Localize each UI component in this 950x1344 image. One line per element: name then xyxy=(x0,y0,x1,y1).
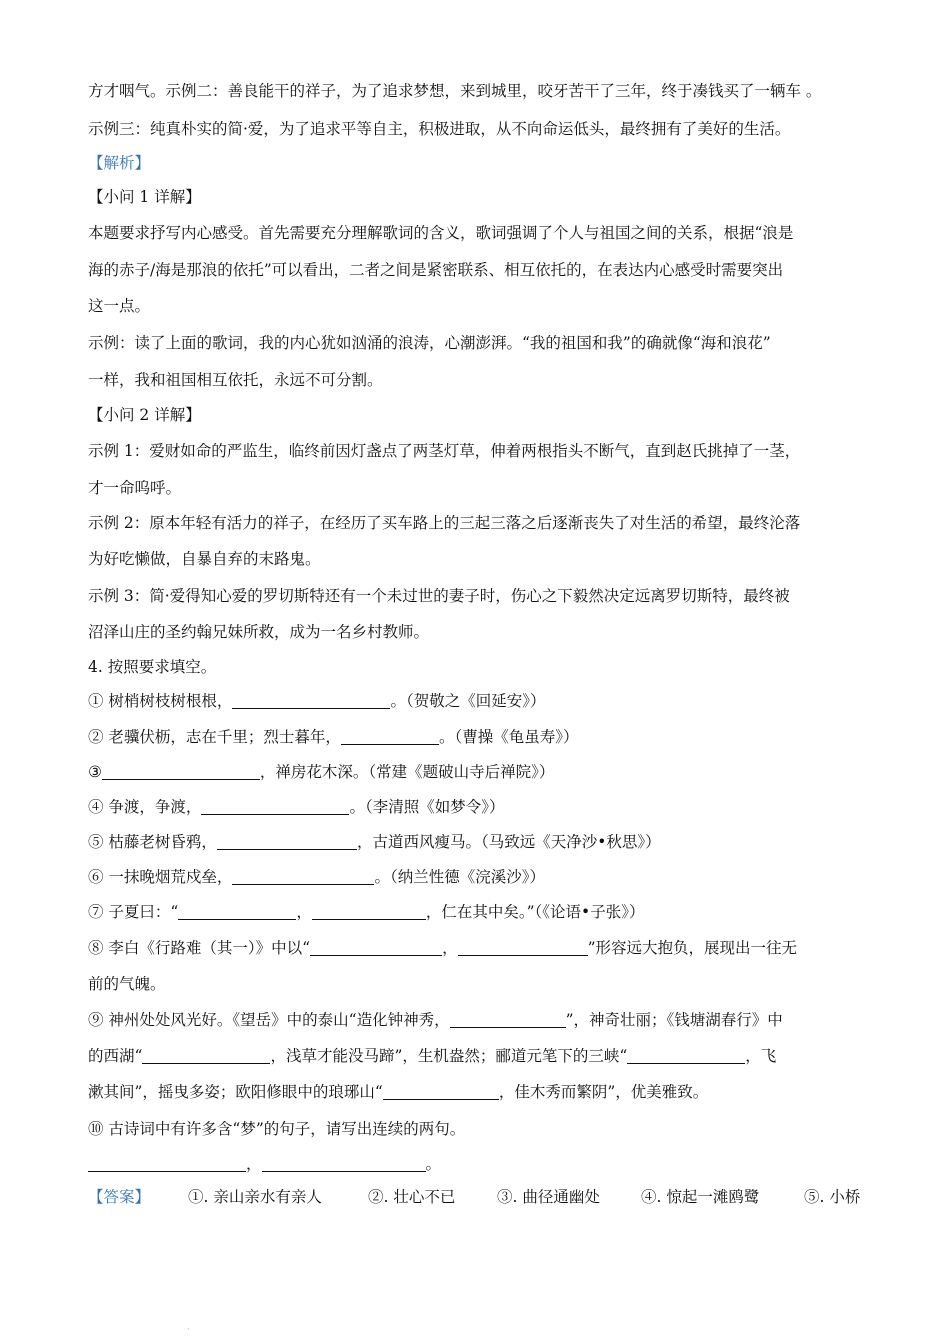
answer-blank xyxy=(142,1047,270,1064)
text-line: 本题要求抒写内心感受。首先需要充分理解歌词的含义，歌词强调了个人与祖国之间的关系，根据“浪是 xyxy=(88,224,794,242)
text-line: 方才咽气。示例二：善良能干的祥子，为了追求梦想，来到城里，咬牙苦干了三年，终于凑钱买了一辆车 。 xyxy=(88,82,822,100)
fill-item-2: ② 老骥伏枥，志在千里；烈士暮年， 。（曹操《龟虽寿》） xyxy=(88,728,579,746)
answer-blank xyxy=(627,1047,745,1064)
text-line: 示例 1：爱财如命的严监生，临终前因灯盏点了两茎灯草，伸着两根指头不断气，直到赵氏挑掉了一茎， xyxy=(88,442,801,460)
answer-blank xyxy=(217,833,357,850)
answer-blank xyxy=(232,868,374,885)
answer-blank xyxy=(88,1155,246,1172)
section-label-analysis: 【解析】 xyxy=(88,154,151,172)
answer-item-2: ②. 壮心不已 xyxy=(368,1188,456,1206)
fill-item-6: ⑥ 一抹晚烟荒戍垒， 。（纳兰性德《浣溪沙》） xyxy=(88,868,545,886)
footer-mark: · xyxy=(187,1325,190,1334)
answer-blank xyxy=(383,1083,499,1100)
fill-item-9-cont2: 漱其间”，摇曳多姿；欧阳修眼中的琅琊山“ ，佳木秀而繁阴”，优美雅致。 xyxy=(88,1083,709,1101)
fill-item-7: ⑦ 子夏曰：“ ， ，仁在其中矣。”（《论语•子张》） xyxy=(88,903,645,921)
fill-item-5: ⑤ 枯藤老树昏鸦， ，古道西风瘦马。（马致远《天净沙•秋思》） xyxy=(88,833,661,851)
fill-item-8-cont: 前的气魄。 xyxy=(88,975,166,993)
subsection-heading: 【小问 2 详解】 xyxy=(88,406,201,424)
text-line: 一样，我和祖国相互依托，永远不可分割。 xyxy=(88,371,383,389)
text-line: 示例 3：简·爱得知心爱的罗切斯特还有一个未过世的妻子时，伤心之下毅然决定远离罗切斯特，最终被 xyxy=(88,587,790,605)
fill-item-8: ⑧ 李白《行路难（其一）》中以“ ， ”形容远大抱负，展现出一往无 xyxy=(88,939,798,957)
text-line: 才一命呜呼。 xyxy=(88,479,182,497)
answer-label: 【答案】 xyxy=(88,1188,151,1206)
answer-blank xyxy=(232,692,390,709)
answer-item-4: ④. 惊起一滩鸥鹭 xyxy=(641,1188,760,1206)
answer-item-1: ①. 亲山亲水有亲人 xyxy=(188,1188,322,1206)
fill-item-10-blanks: ， 。 xyxy=(88,1153,868,1175)
answer-blank xyxy=(341,728,439,745)
text-line: 示例三：纯真朴实的简·爱，为了追求平等自主，积极进取，从不向命运低头，最终拥有了美好的生活。 xyxy=(88,120,791,138)
answer-blank xyxy=(178,903,296,920)
fill-item-10: ⑩ 古诗词中有许多含“梦”的句子，请写出连续的两句。 xyxy=(88,1120,466,1138)
answer-blank xyxy=(262,1155,426,1172)
fill-item-9-cont: 的西湖“ ，浅草才能没马蹄”，生机盎然；郦道元笔下的三峡“ ，飞 xyxy=(88,1047,777,1065)
text-line: 示例：读了上面的歌词，我的内心犹如汹涌的浪涛，心潮澎湃。“我的祖国和我”的确就像“海和浪花” xyxy=(88,334,771,352)
answer-blank xyxy=(458,939,588,956)
text-line: 沼泽山庄的圣约翰兄妹所救，成为一名乡村教师。 xyxy=(88,623,430,641)
answer-blank xyxy=(312,903,426,920)
text-line: 海的赤子/海是那浪的依托”可以看出，二者之间是紧密联系、相互依托的，在表达内心感受时需要突出 xyxy=(88,261,784,279)
fill-item-1: ① 树梢树枝树根根， 。（贺敬之《回延安》） xyxy=(88,692,546,710)
text-line: 这一点。 xyxy=(88,297,151,315)
text-line: 示例 2：原本年轻有活力的祥子，在经历了买车路上的三起三落之后逐渐丧失了对生活的希望，最终沦落 xyxy=(88,514,801,532)
fill-item-9: ⑨ 神州处处风光好。《望岳》中的泰山“造化钟神秀， ”，神奇壮丽；《钱塘湖春行》中 xyxy=(88,1011,783,1029)
answer-blank xyxy=(310,939,442,956)
answer-blank xyxy=(450,1011,566,1028)
fill-item-3: ③ ，禅房花木深。（常建《题破山寺后禅院》） xyxy=(88,763,555,781)
answer-item-3: ③. 曲径通幽处 xyxy=(497,1188,600,1206)
question-heading: 4. 按照要求填空。 xyxy=(88,658,217,676)
text-line: 为好吃懒做，自暴自弃的末路鬼。 xyxy=(88,550,321,568)
answer-blank xyxy=(102,763,260,780)
subsection-heading: 【小问 1 详解】 xyxy=(88,188,201,206)
answer-blank xyxy=(201,798,349,815)
fill-item-4: ④ 争渡，争渡， 。（李清照《如梦令》） xyxy=(88,798,505,816)
answer-item-5: ⑤. 小桥 xyxy=(804,1188,861,1206)
